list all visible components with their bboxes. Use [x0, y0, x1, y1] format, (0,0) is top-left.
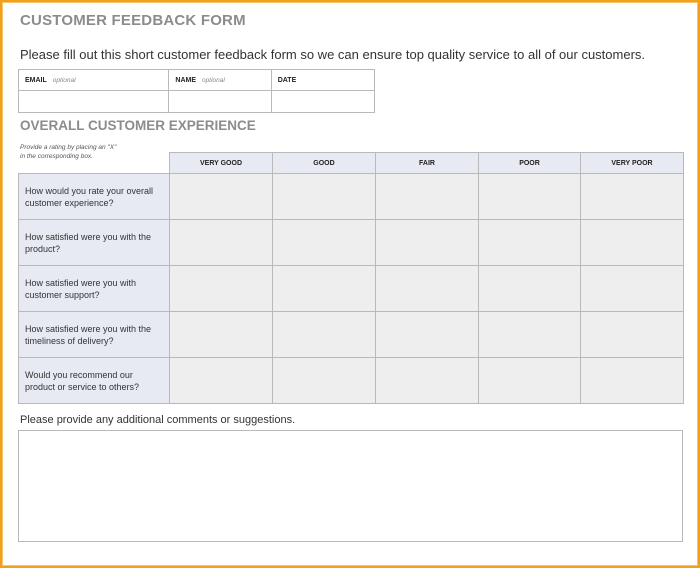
- rating-box[interactable]: [170, 174, 273, 220]
- ratings-table: [18, 152, 684, 404]
- question-line: customer support?: [25, 289, 100, 300]
- rating-box[interactable]: [581, 358, 684, 404]
- rating-box[interactable]: [581, 312, 684, 358]
- rating-box[interactable]: [581, 220, 684, 266]
- email-optional-hint: optional: [52, 76, 76, 84]
- rating-box[interactable]: [170, 358, 273, 404]
- question-row: [19, 220, 684, 266]
- question-line: How satisfied were you with: [25, 277, 137, 288]
- question-text: [19, 174, 170, 220]
- question-line: Would you recommend our: [25, 369, 133, 380]
- rating-box[interactable]: [479, 220, 581, 266]
- name-label: NAME: [175, 76, 197, 84]
- question-row: [19, 266, 684, 312]
- question-row: [19, 174, 684, 220]
- comments-label: Please provide any additional comments or suggestions.: [20, 414, 296, 426]
- question-text: [19, 220, 170, 266]
- rating-box[interactable]: [479, 266, 581, 312]
- col-poor: POOR: [479, 153, 581, 174]
- rating-box[interactable]: [376, 358, 479, 404]
- name-field[interactable]: [169, 91, 271, 113]
- form-title: CUSTOMER FEEDBACK FORM: [20, 12, 246, 29]
- date-field[interactable]: [271, 91, 374, 113]
- question-row: [19, 312, 684, 358]
- rating-instruction-line1: Provide a rating by placing an "X": [20, 144, 117, 151]
- question-line: How would you rate your overall: [25, 185, 154, 196]
- rating-box[interactable]: [376, 266, 479, 312]
- rating-box[interactable]: [273, 174, 376, 220]
- col-fair: FAIR: [376, 153, 479, 174]
- rating-box[interactable]: [479, 358, 581, 404]
- question-line: product or service to others?: [25, 381, 140, 392]
- rating-box[interactable]: [479, 174, 581, 220]
- question-line: How satisfied were you with the: [25, 231, 152, 242]
- date-label-cell: [271, 70, 374, 91]
- email-label: EMAIL: [25, 76, 47, 84]
- rating-box[interactable]: [170, 266, 273, 312]
- rating-box[interactable]: [581, 174, 684, 220]
- col-very-poor: VERY POOR: [581, 153, 684, 174]
- rating-box[interactable]: [170, 312, 273, 358]
- name-label-cell: [169, 70, 271, 91]
- question-line: product?: [25, 243, 61, 254]
- col-good: GOOD: [273, 153, 376, 174]
- rating-box[interactable]: [170, 220, 273, 266]
- rating-box[interactable]: [479, 312, 581, 358]
- comments-textarea[interactable]: [18, 430, 683, 542]
- question-line: How satisfied were you with the: [25, 323, 152, 334]
- email-field[interactable]: [19, 91, 169, 113]
- rating-box[interactable]: [376, 174, 479, 220]
- date-label: DATE: [277, 76, 297, 84]
- rating-box[interactable]: [376, 220, 479, 266]
- experience-heading: OVERALL CUSTOMER EXPERIENCE: [20, 118, 256, 133]
- col-very-good: VERY GOOD: [170, 153, 273, 174]
- rating-box[interactable]: [581, 266, 684, 312]
- rating-box[interactable]: [273, 312, 376, 358]
- name-optional-hint: optional: [202, 76, 225, 84]
- email-label-cell: [19, 70, 169, 91]
- question-line: timeliness of delivery?: [25, 335, 114, 346]
- question-text: [19, 312, 170, 358]
- question-text: [19, 266, 170, 312]
- form-intro: Please fill out this short customer feedback form so we can ensure top quality service to all of our customers.: [20, 47, 646, 62]
- question-text: [19, 358, 170, 404]
- rating-instruction-line2: in the corresponding box.: [20, 153, 93, 160]
- rating-box[interactable]: [273, 220, 376, 266]
- question-row: [19, 358, 684, 404]
- rating-box[interactable]: [273, 266, 376, 312]
- rating-box[interactable]: [376, 312, 479, 358]
- question-line: customer experience?: [25, 197, 114, 208]
- rating-box[interactable]: [273, 358, 376, 404]
- ratings-corner: [19, 153, 170, 174]
- contact-info-table: [18, 69, 375, 113]
